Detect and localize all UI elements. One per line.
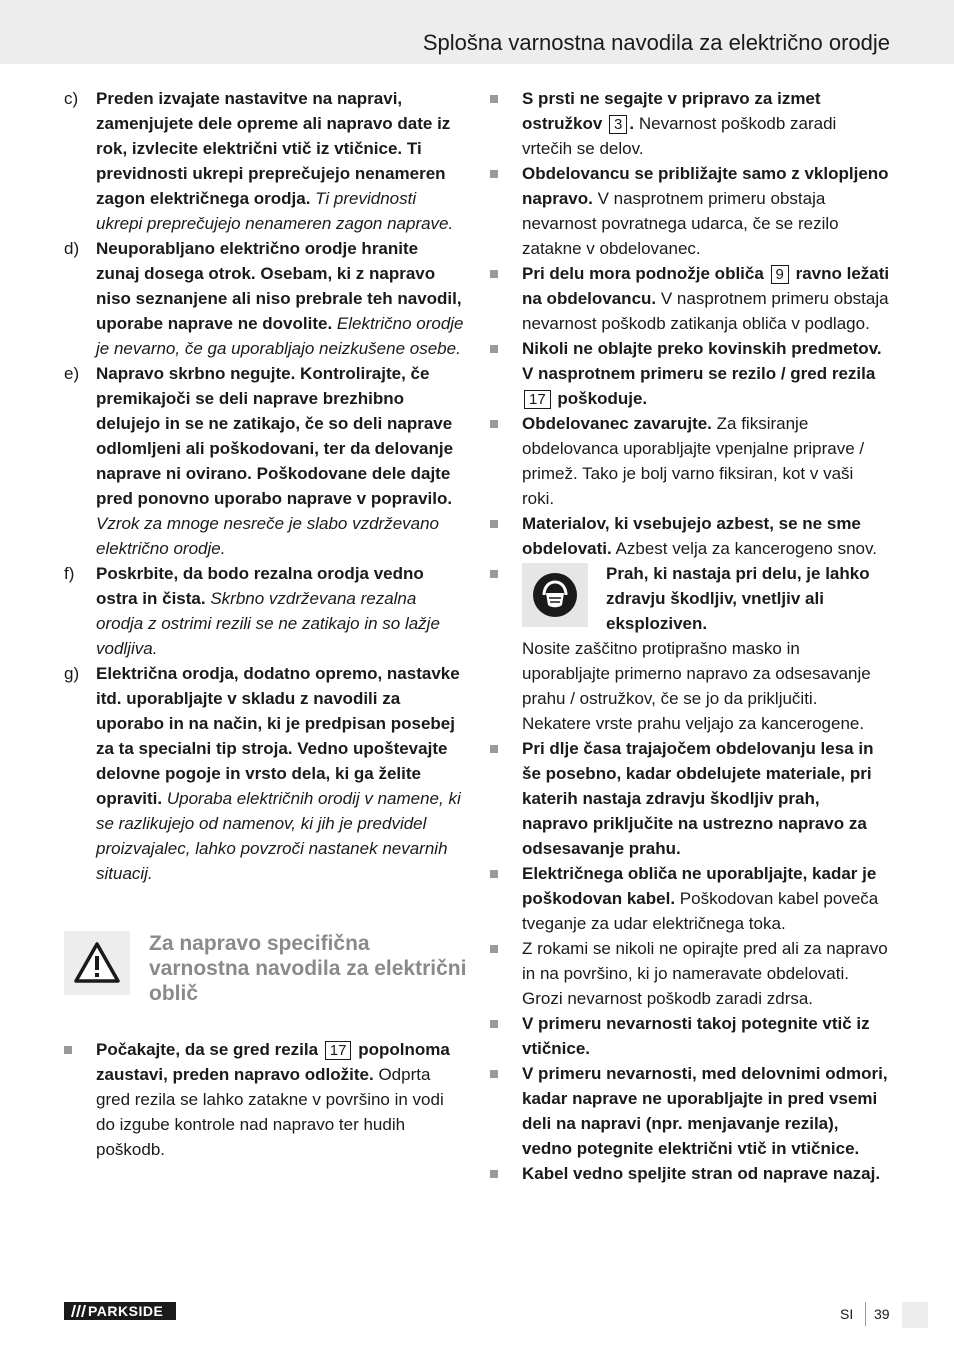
section-heading: [64, 931, 467, 1005]
list-item: [490, 261, 890, 336]
item-marker: d): [64, 239, 80, 258]
part-reference: 3: [609, 115, 627, 134]
logo-stripes-icon: [68, 1305, 86, 1317]
item-normal-text: Nevarnost poškodb zaradi vrtečih se delov.: [522, 114, 837, 158]
item-bold-text: Obdelovancu se približajte samo z vklopljeno napravo.: [522, 164, 889, 208]
item-marker: f): [64, 564, 75, 583]
item-normal-text: Z rokami se nikoli ne opirajte pred ali za napravo in na površino, ki jo nameravate obdelovati. Grozi nevarnost poškodb zaradi zdrsa.: [522, 939, 888, 1008]
bullet-square-icon: [490, 420, 498, 428]
footer-tab: [902, 1302, 928, 1328]
list-item-bullet: [64, 1037, 464, 1162]
item-normal-text: Nosite zaščitno protiprašno masko in uporabljajte primerno napravo za odsesavanje prahu / ostružkov, če se jo da priključiti. Nekatere vrste prahu veljajo za kancerogene.: [522, 639, 871, 733]
item-italic-text: Uporaba električnih orodij v namene, ki se razlikujejo od namenov, ki jih je predvidel proizvajalec, lahko povzroči nastanek nevarnih situacij.: [96, 789, 461, 883]
bullet-square-icon: [490, 870, 498, 878]
item-bold-text: poškoduje.: [552, 389, 648, 408]
brand-name: PARKSIDE: [88, 1303, 164, 1319]
list-item: [490, 511, 890, 561]
item-bold-text: Preden izvajate nastavitve na napravi, zamenjujete dele opreme ali napravo date iz rok, izvlecite električni vtič iz vtičnice. Ti previdnosti ukrepi preprečujejo nenameren zagon električnega orodja.: [96, 89, 451, 208]
footer-divider: [865, 1302, 866, 1326]
item-normal-text: Poškodovan kabel poveča tveganje za udar električnega toka.: [522, 889, 879, 933]
item-bold-text: Materialov, ki vsebujejo azbest, se ne sme obdelovati.: [522, 514, 861, 558]
bullet-square-icon: [490, 570, 498, 578]
item-normal-text: V nasprotnem primeru obstaja nevarnost poškodb zatikanja obliča v podlago.: [522, 289, 889, 333]
part-reference: 17: [524, 390, 551, 409]
item-bold-text: Napravo skrbno negujte. Kontrolirajte, če premikajoči se deli naprave brezhibno delujejo in se ne zatikajo, če so deli naprave odlomljeni ali poškodovani, ter da delovanje naprave ni ovirano. Poškodovane dele dajte pred ponovno uporabo naprave v popravilo.: [96, 364, 454, 508]
list-item-d: [64, 236, 464, 361]
bullet-square-icon: [490, 345, 498, 353]
list-item: [490, 861, 890, 936]
item-italic-text: Skrbno vzdrževana rezalna orodja z ostrimi rezili se ne zatikajo in so lažje vodljiva.: [96, 589, 440, 658]
item-bold-text: Poskrbite, da bodo rezalna orodja vedno ostra in čista.: [96, 564, 424, 608]
list-item: [490, 1161, 890, 1186]
item-bold-text: Počakajte, da se gred rezila: [96, 1040, 323, 1059]
item-bold-text: Električnega obliča ne uporabljajte, kadar je poškodovan kabel.: [522, 864, 877, 908]
section-title: Za napravo specifična varnostna navodila za električni oblič: [149, 932, 467, 1005]
warning-triangle-icon: [64, 931, 130, 995]
left-column: [64, 86, 467, 1162]
bullet-square-icon: [490, 520, 498, 528]
item-bold-text: Električna orodja, dodatno opremo, nastavke itd. uporabljajte v skladu z navodili za uporabo in na način, ki je predpisan posebej za ta specialni tip stroja. Vedno upoštevajte delovne pogoje in vrsto dela, ki ga želite opraviti.: [96, 664, 460, 808]
item-normal-text: Azbest velja za kancerogeno snov.: [611, 539, 877, 558]
list-item: [490, 1061, 890, 1161]
item-bold-text: ravno ležati na obdelovancu.: [522, 264, 890, 308]
page-number: 39: [874, 1306, 890, 1322]
page-title: Splošna varnostna navodila za električno orodje: [422, 30, 890, 55]
item-bold-text: Pri dlje časa trajajočem obdelovanju lesa in še posebno, kadar obdelujete materiale, pri katerih nastaja zdravju škodljiv prah, napravo priključite na ustrezno napravo za odsesavanje prahu.: [522, 739, 874, 858]
item-normal-text: Za fiksiranje obdelovanca uporabljajte vpenjalne priprave / primež. Tako je bolj varno fiksiran, kot v vaši roki.: [522, 414, 865, 508]
part-reference: 9: [771, 265, 789, 284]
list-item: [490, 736, 890, 861]
item-marker: c): [64, 89, 79, 108]
item-normal-text: V nasprotnem primeru obstaja nevarnost povratnega udarca, če se rezilo zatakne v obdelovanec.: [522, 189, 839, 258]
item-bold-text: Prah, ki nastaja pri delu, je lahko zdravju škodljiv, vnetljiv ali eksploziven.: [606, 564, 870, 633]
list-item-dust: [490, 561, 890, 736]
part-reference: 17: [325, 1041, 352, 1060]
item-italic-text: Vzrok za mnoge nesreče je slabo vzdrževano električno orodje.: [96, 514, 440, 558]
item-bold-text: V primeru nevarnosti, med delovnimi odmori, kadar naprave ne uporabljajte in pred vsemi deli na napravi (npr. menjavanje rezila), vedno potegnite električni vtič in vtičnice.: [522, 1064, 888, 1158]
list-item: [490, 1011, 890, 1061]
list-item: [490, 336, 890, 411]
bullet-square-icon: [490, 270, 498, 278]
item-bold-text: Pri delu mora podnožje obliča: [522, 264, 769, 283]
item-bold-text: Neuporabljano električno orodje hranite zunaj dosega otrok. Osebam, ki z napravo niso seznanjene ali niso prebrale teh navodil, uporabe naprave ne dovolite.: [96, 239, 462, 333]
list-item: [490, 411, 890, 511]
right-column: [490, 86, 890, 1186]
item-bold-text: Kabel vedno speljite stran od naprave nazaj.: [522, 1164, 881, 1183]
item-bold-text: .: [629, 114, 635, 133]
item-bold-text: Obdelovanec zavarujte.: [522, 414, 712, 433]
item-marker: g): [64, 664, 80, 683]
bullet-square-icon: [490, 945, 498, 953]
item-bold-text: V primeru nevarnosti takoj potegnite vtič iz vtičnice.: [522, 1014, 870, 1058]
item-bold-text: popolnoma zaustavi, preden napravo odložite.: [96, 1040, 450, 1084]
bullet-square-icon: [490, 1020, 498, 1028]
list-item-f: [64, 561, 464, 661]
bullet-square-icon: [490, 170, 498, 178]
list-item-c: [64, 86, 464, 236]
item-bold-text: Nikoli ne oblajte preko kovinskih predmetov. V nasprotnem primeru se rezilo / gred rezila: [522, 339, 882, 383]
list-item-g: [64, 661, 464, 886]
bullet-square-icon: [490, 95, 498, 103]
list-item-e: [64, 361, 464, 561]
item-bold-text: S prsti ne segajte v pripravo za izmet ostružkov: [522, 89, 821, 133]
list-item: [490, 161, 890, 261]
dust-mask-icon: [522, 563, 588, 627]
item-marker: e): [64, 364, 80, 383]
bullet-square-icon: [490, 1170, 498, 1178]
list-item: [490, 936, 890, 1011]
list-item: [490, 86, 890, 161]
brand-logo: [64, 1302, 176, 1320]
bullet-square-icon: [490, 1070, 498, 1078]
language-code: SI: [840, 1306, 854, 1322]
bullet-square-icon: [490, 745, 498, 753]
item-italic-text: Ti previdnosti ukrepi preprečujejo nenameren zagon naprave.: [96, 189, 454, 233]
item-italic-text: Električno orodje je nevarno, če ga uporabljajo neizkušene osebe.: [96, 314, 464, 358]
item-normal-text: Odprta gred rezila se lahko zatakne v površino in vodi do izgube kontrole nad napravo ter hudih poškodb.: [96, 1065, 444, 1159]
bullet-square-icon: [64, 1046, 72, 1054]
